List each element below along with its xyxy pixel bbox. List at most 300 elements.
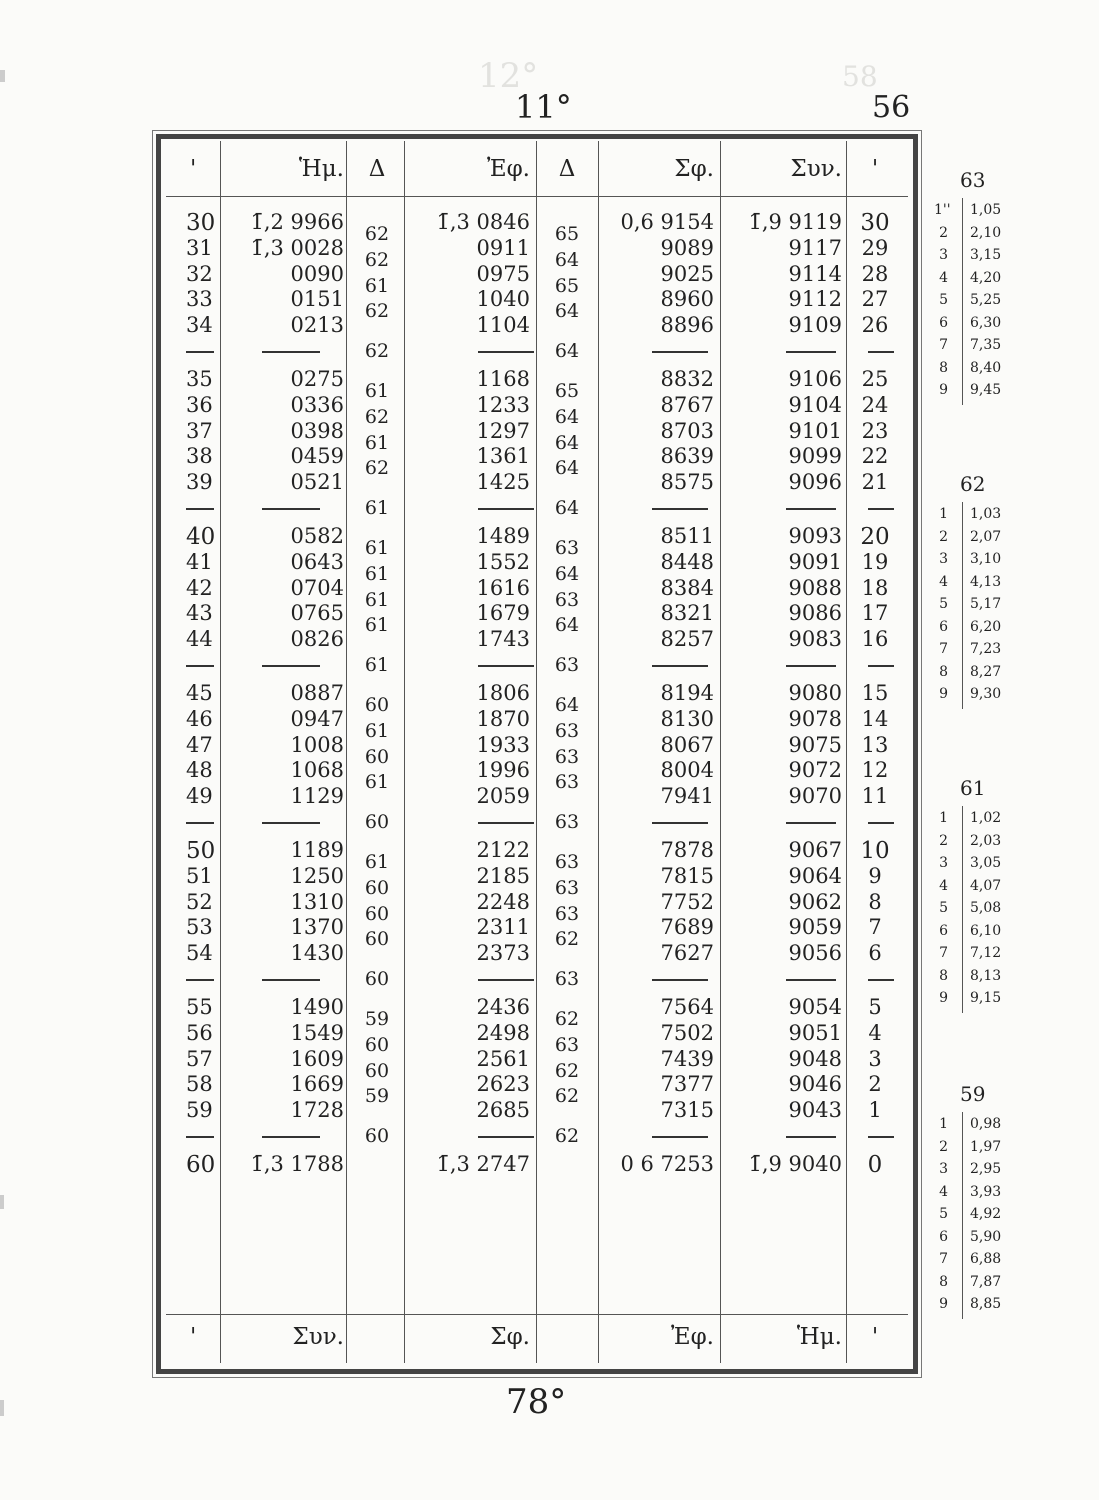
log-cot-cell: 8067 (660, 732, 714, 757)
group-separator (186, 1136, 214, 1138)
log-cot-cell: 7315 (660, 1098, 714, 1123)
minute-cell: 50 (186, 838, 216, 864)
footer-cos: Συν. (292, 1324, 344, 1350)
minute-right-cell: 9 (868, 863, 882, 888)
sin-difference-cell: 61 (364, 850, 390, 873)
tan-difference-cell: 63 (554, 719, 580, 742)
log-tan-cell: 1168 (476, 367, 530, 391)
header-delta1: Δ (368, 156, 386, 182)
log-cos-cell: 9083 (788, 627, 842, 652)
tan-difference-cell: 63 (554, 745, 580, 768)
proportional-parts-value: 7,87 (970, 1273, 1002, 1290)
log-cos-cell: 9101 (788, 418, 842, 443)
log-tan-cell: 2498 (476, 1020, 530, 1045)
log-sin-cell: 0826 (290, 627, 344, 652)
group-separator (262, 665, 320, 667)
log-cot-cell: 8511 (660, 524, 714, 548)
log-cos-cell: 9104 (788, 392, 842, 417)
tan-difference-cell: 62 (554, 928, 580, 951)
log-cot-cell: 9089 (660, 235, 714, 260)
minute-cell: 51 (186, 863, 213, 888)
log-sin-cell: 1250 (290, 863, 344, 888)
log-tan-cell: 1297 (476, 418, 530, 443)
sin-difference-cell: 60 (364, 745, 390, 768)
group-separator (652, 822, 708, 824)
header-sin: Ἡμ. (298, 156, 344, 182)
proportional-parts-value: 6,20 (970, 618, 1002, 635)
log-sin-cell: 0151 (290, 287, 344, 312)
tan-difference-cell: 64 (554, 340, 580, 363)
minute-cell: 38 (186, 444, 213, 469)
degree-heading-bottom: 78° (506, 1382, 567, 1422)
sin-difference-cell: 59 (364, 1085, 390, 1108)
log-cos-cell: 9070 (788, 784, 842, 809)
proportional-parts-seconds: 5 (939, 1206, 948, 1222)
minute-cell: 53 (186, 915, 213, 940)
tan-difference-cell: 63 (554, 588, 580, 611)
log-sin-cell: 0582 (290, 524, 344, 548)
log-sin-cell: 1189 (290, 838, 344, 862)
proportional-parts-divider (962, 198, 963, 405)
page-number: 56 (872, 90, 911, 125)
log-sin-cell: 0275 (290, 367, 344, 391)
group-separator (868, 822, 894, 824)
group-separator (786, 1136, 836, 1138)
proportional-parts-value: 3,15 (970, 247, 1002, 263)
proportional-parts-seconds: 8 (939, 1273, 948, 1290)
log-sin-cell: 1728 (290, 1098, 344, 1123)
log-cos-cell: 9078 (788, 706, 842, 731)
log-cos-cell: 9109 (788, 313, 842, 338)
log-tan-cell: 1104 (476, 313, 530, 338)
log-cot-cell: 8703 (660, 418, 714, 443)
minute-right-cell: 17 (861, 601, 889, 626)
sin-difference-cell: 62 (364, 405, 390, 428)
log-sin-cell: 0398 (290, 418, 344, 443)
log-cot-cell: 7439 (660, 1046, 714, 1071)
log-cot-cell: 7815 (660, 863, 714, 888)
minute-right-cell: 15 (861, 681, 889, 705)
column-divider (720, 141, 721, 1363)
log-sin-cell: 1310 (290, 889, 344, 914)
scan-mark (0, 1195, 4, 1209)
log-tan-cell: 0975 (476, 261, 530, 286)
proportional-parts-value: 8,13 (970, 967, 1002, 984)
header-delta2: Δ (558, 156, 576, 182)
proportional-parts-seconds: 8 (939, 663, 948, 680)
log-tan-cell: 1552 (476, 549, 530, 574)
log-cot-cell: 8639 (660, 444, 714, 469)
log-tan-cell: 2122 (476, 838, 530, 862)
minute-right-cell: 0 (867, 1152, 883, 1178)
minute-cell: 30 (186, 210, 216, 236)
log-cos-cell: 9088 (788, 575, 842, 600)
log-tan-cell: 2373 (476, 941, 530, 966)
sin-difference-cell: 60 (364, 811, 390, 834)
log-sin-cell: 1609 (290, 1046, 344, 1071)
log-cos-cell: 1̄,9 9119 (748, 210, 842, 234)
proportional-parts-value: 1,03 (970, 506, 1002, 522)
group-separator (786, 665, 836, 667)
proportional-parts-seconds: 6 (939, 618, 948, 635)
log-sin-cell: 1̄,3 1788 (250, 1152, 344, 1176)
sin-difference-cell: 60 (364, 928, 390, 951)
sin-difference-cell: 60 (364, 1033, 390, 1056)
minute-cell: 33 (186, 287, 213, 312)
minute-right-cell: 29 (861, 235, 889, 260)
minute-right-cell: 1 (868, 1098, 882, 1123)
log-sin-cell: 1549 (290, 1020, 344, 1045)
log-tan-cell: 1425 (476, 470, 530, 495)
group-separator (652, 979, 708, 981)
log-cos-cell: 9099 (788, 444, 842, 469)
minute-cell: 45 (186, 681, 213, 705)
header-tan: Ἐφ. (486, 156, 530, 182)
log-cot-cell: 7377 (660, 1072, 714, 1097)
group-separator (478, 665, 534, 667)
proportional-parts-seconds: 2 (939, 528, 948, 545)
proportional-parts-value: 5,90 (970, 1228, 1002, 1245)
minute-cell: 55 (186, 995, 213, 1019)
proportional-parts-divider (962, 806, 963, 1013)
proportional-parts-value: 1,05 (970, 202, 1002, 218)
log-cot-cell: 8384 (660, 575, 714, 600)
proportional-parts-seconds: 2 (939, 832, 948, 849)
minute-right-cell: 27 (861, 287, 889, 312)
minute-cell: 32 (186, 261, 213, 286)
footer-min: ' (190, 1324, 197, 1350)
proportional-parts-seconds: 9 (939, 382, 948, 398)
minute-cell: 47 (186, 732, 213, 757)
log-sin-cell: 0643 (290, 549, 344, 574)
log-cot-cell: 0,6 9154 (620, 210, 714, 234)
log-cos-cell: 9059 (788, 915, 842, 940)
log-tan-cell: 1̄,3 0846 (436, 210, 530, 234)
group-separator (186, 822, 214, 824)
tan-difference-cell: 65 (554, 274, 580, 297)
sin-difference-cell: 59 (364, 1007, 390, 1030)
sin-difference-cell: 60 (364, 876, 390, 899)
proportional-parts-seconds: 4 (939, 573, 948, 590)
log-tan-cell: 1870 (476, 706, 530, 731)
log-cos-cell: 9054 (788, 995, 842, 1019)
log-tan-cell: 2059 (476, 784, 530, 809)
minute-cell: 54 (186, 941, 213, 966)
proportional-parts-value: 5,17 (970, 596, 1002, 612)
proportional-parts-value: 8,27 (970, 663, 1002, 680)
sin-difference-cell: 62 (364, 300, 390, 323)
log-cos-cell: 9056 (788, 941, 842, 966)
proportional-parts-seconds: 1 (939, 810, 948, 826)
tan-difference-cell: 62 (554, 1059, 580, 1082)
proportional-parts-value: 2,03 (970, 832, 1002, 849)
minute-right-cell: 12 (861, 758, 889, 783)
tan-difference-cell: 63 (554, 811, 580, 834)
log-tan-cell: 2311 (476, 915, 530, 940)
log-cos-cell: 9117 (788, 235, 842, 260)
minute-right-cell: 7 (868, 915, 882, 940)
proportional-parts-seconds: 7 (939, 945, 948, 961)
group-separator (186, 665, 214, 667)
footer-divider (166, 1314, 908, 1315)
sin-difference-cell: 61 (364, 274, 390, 297)
group-separator (478, 351, 534, 353)
tan-difference-cell: 62 (554, 1085, 580, 1108)
proportional-parts-divider (962, 502, 963, 709)
column-divider (598, 141, 599, 1363)
log-cot-cell: 8257 (660, 627, 714, 652)
minute-right-cell: 24 (861, 392, 889, 417)
minute-cell: 41 (186, 549, 213, 574)
proportional-parts-value: 6,30 (970, 314, 1002, 331)
minute-right-cell: 22 (861, 444, 889, 469)
tan-difference-cell: 62 (554, 1125, 580, 1148)
log-cot-cell: 7941 (660, 784, 714, 809)
log-cot-cell: 8448 (660, 549, 714, 574)
log-cos-cell: 9086 (788, 601, 842, 626)
header-divider (166, 196, 908, 197)
scan-mark (0, 1400, 4, 1416)
proportional-parts-seconds: 4 (939, 877, 948, 894)
proportional-parts-value: 7,23 (970, 641, 1002, 657)
group-separator (478, 508, 534, 510)
tan-difference-cell: 64 (554, 497, 580, 520)
proportional-parts-title: 63 (960, 168, 986, 192)
footer-sin: Ἡμ. (796, 1324, 842, 1350)
sin-difference-cell: 62 (364, 457, 390, 480)
minute-cell: 52 (186, 889, 213, 914)
sin-difference-cell: 61 (364, 562, 390, 585)
log-cos-cell: 9093 (788, 524, 842, 548)
minute-cell: 40 (186, 524, 216, 550)
log-cot-cell: 0 6 7253 (620, 1152, 714, 1176)
log-sin-cell: 1068 (290, 758, 344, 783)
tan-difference-cell: 64 (554, 431, 580, 454)
proportional-parts-value: 5,25 (970, 292, 1002, 308)
log-cot-cell: 7564 (660, 995, 714, 1019)
group-separator (652, 1136, 708, 1138)
proportional-parts-value: 3,10 (970, 551, 1002, 567)
log-cot-cell: 8194 (660, 681, 714, 705)
proportional-parts-value: 4,13 (970, 573, 1002, 590)
sin-difference-cell: 62 (364, 222, 390, 245)
log-cot-cell: 7502 (660, 1020, 714, 1045)
minute-right-cell: 14 (861, 706, 889, 731)
proportional-parts-divider (962, 1112, 963, 1319)
minute-cell: 42 (186, 575, 213, 600)
proportional-parts-seconds: 3 (939, 247, 948, 263)
proportional-parts-seconds: 4 (939, 269, 948, 286)
tan-difference-cell: 64 (554, 562, 580, 585)
log-tan-cell: 1743 (476, 627, 530, 652)
group-separator (868, 665, 894, 667)
proportional-parts-value: 4,07 (970, 877, 1002, 894)
group-separator (786, 822, 836, 824)
log-sin-cell: 1370 (290, 915, 344, 940)
minute-right-cell: 26 (861, 313, 889, 338)
log-cos-cell: 9043 (788, 1098, 842, 1123)
tan-difference-cell: 64 (554, 457, 580, 480)
minute-cell: 58 (186, 1072, 213, 1097)
tan-difference-cell: 63 (554, 771, 580, 794)
tan-difference-cell: 63 (554, 654, 580, 677)
tan-difference-cell: 64 (554, 614, 580, 637)
proportional-parts-value: 7,12 (970, 945, 1002, 961)
tan-difference-cell: 63 (554, 1033, 580, 1056)
proportional-parts-seconds: 6 (939, 1228, 948, 1245)
log-cot-cell: 8767 (660, 392, 714, 417)
log-cos-cell: 9114 (788, 261, 842, 286)
log-cos-cell: 9062 (788, 889, 842, 914)
group-separator (652, 351, 708, 353)
group-separator (186, 508, 214, 510)
group-separator (262, 822, 320, 824)
sin-difference-cell: 61 (364, 431, 390, 454)
minute-cell: 44 (186, 627, 213, 652)
proportional-parts-value: 9,30 (970, 686, 1002, 702)
proportional-parts-value: 8,85 (970, 1296, 1002, 1312)
log-tan-cell: 1361 (476, 444, 530, 469)
minute-right-cell: 30 (860, 210, 890, 236)
proportional-parts-value: 1,97 (970, 1138, 1002, 1155)
minute-right-cell: 21 (861, 470, 889, 495)
sin-difference-cell: 61 (364, 497, 390, 520)
column-divider (346, 141, 347, 1363)
group-separator (868, 351, 894, 353)
log-sin-cell: 1490 (290, 995, 344, 1019)
proportional-parts-seconds: 5 (939, 596, 948, 612)
minute-cell: 46 (186, 706, 213, 731)
log-cot-cell: 8896 (660, 313, 714, 338)
sin-difference-cell: 60 (364, 1125, 390, 1148)
log-tan-cell: 2185 (476, 863, 530, 888)
log-tan-cell: 2248 (476, 889, 530, 914)
column-divider (404, 141, 405, 1363)
group-separator (262, 508, 320, 510)
footer-cot: Σφ. (490, 1324, 530, 1350)
proportional-parts-seconds: 7 (939, 641, 948, 657)
log-tan-cell: 2623 (476, 1072, 530, 1097)
minute-cell: 37 (186, 418, 213, 443)
minute-cell: 60 (186, 1152, 216, 1178)
group-separator (786, 351, 836, 353)
log-cot-cell: 8130 (660, 706, 714, 731)
header-min: ' (190, 156, 197, 182)
minute-right-cell: 5 (868, 995, 882, 1019)
tan-difference-cell: 63 (554, 968, 580, 991)
minute-right-cell: 25 (861, 367, 889, 391)
group-separator (652, 508, 708, 510)
scan-mark (0, 70, 5, 82)
log-cos-cell: 9112 (788, 287, 842, 312)
proportional-parts-seconds: 9 (939, 686, 948, 702)
proportional-parts-value: 4,20 (970, 269, 1002, 286)
footer-min-right: ' (871, 1324, 879, 1350)
sin-difference-cell: 61 (364, 614, 390, 637)
log-tan-cell: 1679 (476, 601, 530, 626)
minute-cell: 48 (186, 758, 213, 783)
log-cos-cell: 1̄,9 9040 (748, 1152, 842, 1176)
proportional-parts-seconds: 8 (939, 967, 948, 984)
log-cot-cell: 7689 (660, 915, 714, 940)
log-cos-cell: 9051 (788, 1020, 842, 1045)
group-separator (478, 979, 534, 981)
proportional-parts-value: 3,93 (970, 1183, 1002, 1200)
minute-right-cell: 19 (861, 549, 889, 574)
proportional-parts-value: 8,40 (970, 359, 1002, 376)
group-separator (186, 979, 214, 981)
proportional-parts-seconds: 3 (939, 855, 948, 871)
sin-difference-cell: 60 (364, 968, 390, 991)
group-separator (868, 508, 894, 510)
log-sin-cell: 0213 (290, 313, 344, 338)
minute-right-cell: 16 (861, 627, 889, 652)
log-cot-cell: 7627 (660, 941, 714, 966)
log-tan-cell: 2561 (476, 1046, 530, 1071)
minute-right-cell: 6 (868, 941, 882, 966)
minute-right-cell: 11 (861, 784, 889, 809)
log-cot-cell: 8575 (660, 470, 714, 495)
tan-difference-cell: 63 (554, 536, 580, 559)
group-separator (478, 822, 534, 824)
log-sin-cell: 0459 (290, 444, 344, 469)
log-cot-cell: 8960 (660, 287, 714, 312)
minute-right-cell: 18 (861, 575, 889, 600)
tan-difference-cell: 65 (554, 222, 580, 245)
log-sin-cell: 0765 (290, 601, 344, 626)
tan-difference-cell: 65 (554, 379, 580, 402)
minute-cell: 35 (186, 367, 213, 391)
group-separator (786, 508, 836, 510)
log-cos-cell: 9046 (788, 1072, 842, 1097)
proportional-parts-value: 2,95 (970, 1161, 1002, 1177)
log-sin-cell: 1430 (290, 941, 344, 966)
tan-difference-cell: 64 (554, 405, 580, 428)
minute-cell: 31 (186, 235, 213, 260)
log-cot-cell: 7752 (660, 889, 714, 914)
proportional-parts-value: 7,35 (970, 337, 1002, 353)
proportional-parts-seconds: 3 (939, 1161, 948, 1177)
proportional-parts-value: 4,92 (970, 1206, 1002, 1222)
tan-difference-cell: 63 (554, 850, 580, 873)
proportional-parts-value: 1,02 (970, 810, 1002, 826)
proportional-parts-seconds: 2 (939, 1138, 948, 1155)
proportional-parts-value: 5,08 (970, 900, 1002, 916)
group-separator (478, 1136, 534, 1138)
log-sin-cell: 1129 (290, 784, 344, 809)
minute-cell: 57 (186, 1046, 213, 1071)
log-cot-cell: 8832 (660, 367, 714, 391)
proportional-parts-seconds: 6 (939, 314, 948, 331)
proportional-parts-value: 9,15 (970, 990, 1002, 1006)
minute-cell: 43 (186, 601, 213, 626)
proportional-parts-seconds: 5 (939, 292, 948, 308)
proportional-parts-seconds: 1'' (934, 202, 951, 218)
proportional-parts-value: 3,05 (970, 855, 1002, 871)
proportional-parts-value: 2,07 (970, 528, 1002, 545)
log-cos-cell: 9106 (788, 367, 842, 391)
log-sin-cell: 0090 (290, 261, 344, 286)
log-cot-cell: 9025 (660, 261, 714, 286)
group-separator (652, 665, 708, 667)
log-tan-cell: 1806 (476, 681, 530, 705)
sin-difference-cell: 60 (364, 902, 390, 925)
column-divider (536, 141, 537, 1363)
minute-right-cell: 28 (861, 261, 889, 286)
log-sin-cell: 1̄,2 9966 (250, 210, 344, 234)
column-divider (220, 141, 221, 1363)
header-min-right: ' (871, 156, 879, 182)
